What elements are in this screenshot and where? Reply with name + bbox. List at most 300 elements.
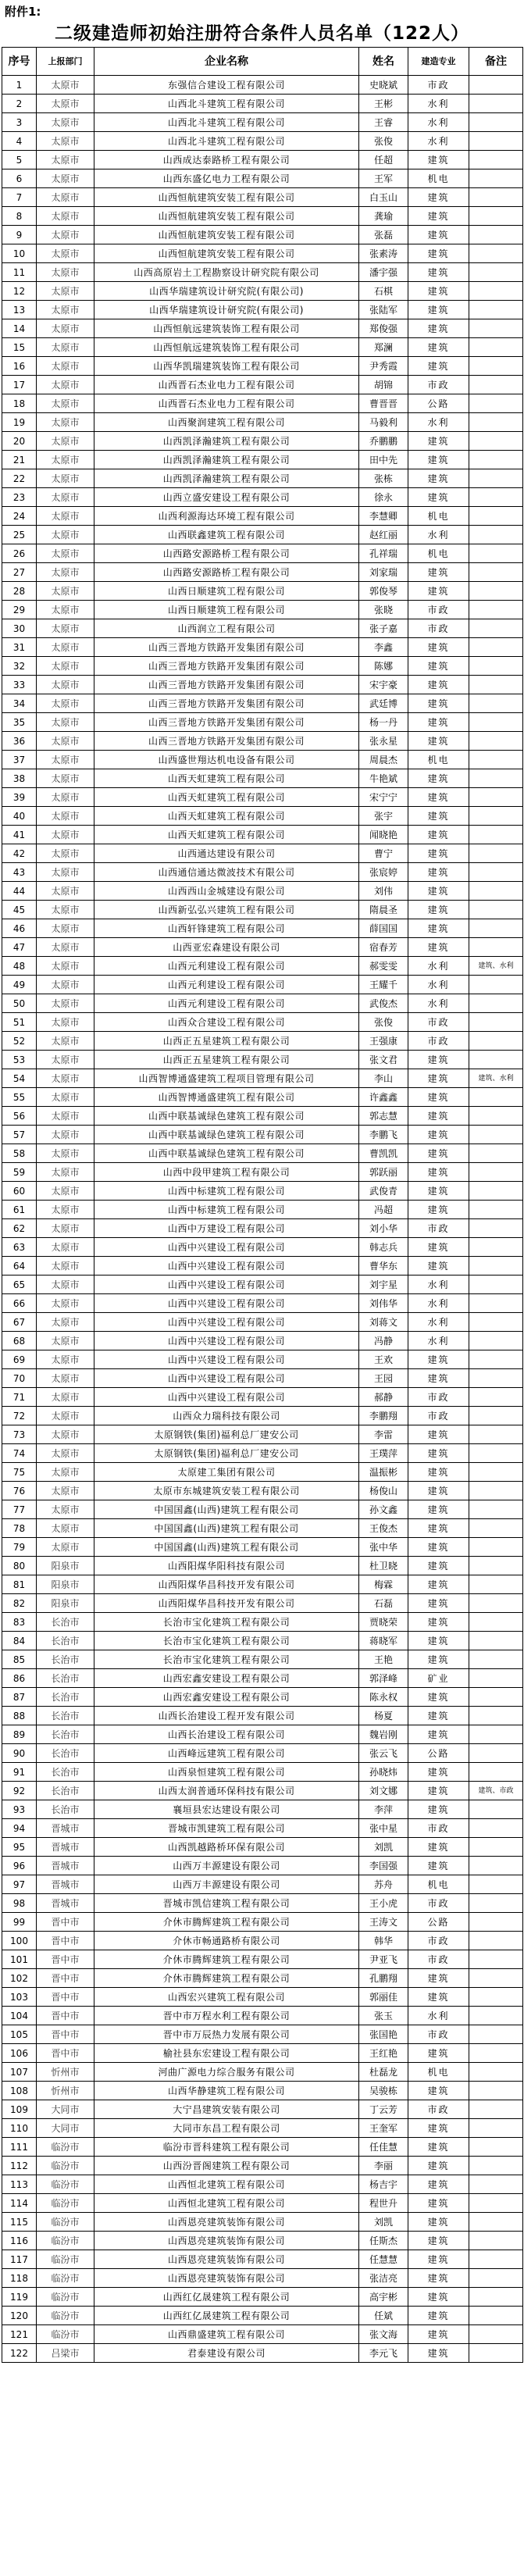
- reporting-dept: 太原市: [37, 1463, 94, 1482]
- row-number: 109: [2, 2100, 37, 2119]
- row-number: 113: [2, 2175, 37, 2194]
- remark: [469, 1013, 523, 1032]
- table-row: [2, 1126, 523, 1144]
- person-name: 尹亚飞: [359, 1950, 408, 1969]
- row-number: 82: [2, 1594, 37, 1613]
- remark: [469, 113, 523, 132]
- table-row: [2, 1201, 523, 1219]
- company-name: 山西中兴建设工程有限公司: [94, 1332, 359, 1350]
- person-name: 周晨杰: [359, 751, 408, 769]
- remark: [469, 1744, 523, 1763]
- person-name: 梅霖: [359, 1575, 408, 1594]
- person-name: 刘蒋文: [359, 1313, 408, 1332]
- remark: [469, 1032, 523, 1051]
- reporting-dept: 太原市: [37, 994, 94, 1013]
- company-name: 山西中兴建设工程有限公司: [94, 1238, 359, 1257]
- specialty: 建筑: [408, 263, 469, 282]
- company-name: 山西华静建筑工程有限公司: [94, 2082, 359, 2100]
- specialty: 市政: [408, 1894, 469, 1913]
- remark: [469, 2325, 523, 2344]
- row-number: 4: [2, 132, 37, 151]
- company-name: 山西恒航远建筑装饰工程有限公司: [94, 338, 359, 357]
- person-name: 许鑫鑫: [359, 1088, 408, 1107]
- person-name: 冯静: [359, 1332, 408, 1350]
- person-name: 闻晓艳: [359, 826, 408, 844]
- row-number: 15: [2, 338, 37, 357]
- row-number: 38: [2, 769, 37, 788]
- remark: [469, 1819, 523, 1838]
- company-name: 山西三晋地方铁路开发集团有限公司: [94, 713, 359, 732]
- company-name: 山西宏兴建筑工程有限公司: [94, 1988, 359, 2007]
- row-number: 98: [2, 1894, 37, 1913]
- person-name: 武俊青: [359, 1182, 408, 1201]
- specialty: 建筑: [408, 1163, 469, 1182]
- row-number: 53: [2, 1051, 37, 1069]
- table-row: [2, 1988, 523, 2007]
- company-name: 晋中市万程水利工程有限公司: [94, 2007, 359, 2025]
- company-name: 山西峰远建筑工程有限公司: [94, 1744, 359, 1763]
- person-name: 李元飞: [359, 2344, 408, 2363]
- reporting-dept: 晋城市: [37, 1894, 94, 1913]
- company-name: 山西长治建设工程开发有限公司: [94, 1707, 359, 1725]
- table-row: [2, 1632, 523, 1650]
- table-row: [2, 1144, 523, 1163]
- row-number: 104: [2, 2007, 37, 2025]
- reporting-dept: 晋中市: [37, 2007, 94, 2025]
- specialty: 建筑: [408, 1182, 469, 1201]
- specialty: 建筑: [408, 1051, 469, 1069]
- row-number: 56: [2, 1107, 37, 1126]
- row-number: 20: [2, 432, 37, 451]
- company-name: 山西凯泽瀚建筑工程有限公司: [94, 469, 359, 488]
- company-name: 山西中段甲建筑工程有限公司: [94, 1163, 359, 1182]
- header-dept: 上报部门: [37, 48, 94, 76]
- person-name: 李鹏翔: [359, 1407, 408, 1425]
- table-row: [2, 244, 523, 263]
- person-name: 王璞萍: [359, 1444, 408, 1463]
- company-name: 山西立盛安建设工程有限公司: [94, 488, 359, 507]
- table-row: [2, 882, 523, 901]
- company-name: 山西三晋地方铁路开发集团有限公司: [94, 694, 359, 713]
- reporting-dept: 太原市: [37, 1332, 94, 1350]
- company-name: 山西中兴建设工程有限公司: [94, 1350, 359, 1369]
- remark: [469, 1201, 523, 1219]
- table-row: [2, 713, 523, 732]
- row-number: 110: [2, 2119, 37, 2138]
- reporting-dept: 临汾市: [37, 2138, 94, 2157]
- remark: [469, 1988, 523, 2007]
- table-row: [2, 76, 523, 95]
- table-row: [2, 488, 523, 507]
- row-number: 114: [2, 2194, 37, 2213]
- table-row: [2, 526, 523, 544]
- company-name: 山西正五星建筑工程有限公司: [94, 1051, 359, 1069]
- reporting-dept: 太原市: [37, 319, 94, 338]
- row-number: 58: [2, 1144, 37, 1163]
- person-name: 陈永权: [359, 1688, 408, 1707]
- specialty: 建筑: [408, 919, 469, 938]
- reporting-dept: 太原市: [37, 1201, 94, 1219]
- row-number: 71: [2, 1388, 37, 1407]
- reporting-dept: 太原市: [37, 1482, 94, 1500]
- person-name: 张永星: [359, 732, 408, 751]
- company-name: 介休市腾辉建筑工程有限公司: [94, 1950, 359, 1969]
- person-name: 张宸婷: [359, 863, 408, 882]
- table-row: [2, 788, 523, 807]
- company-name: 太原钢铁(集团)福利总厂建安公司: [94, 1425, 359, 1444]
- remark: [469, 526, 523, 544]
- remark: [469, 2025, 523, 2044]
- reporting-dept: 太原市: [37, 1238, 94, 1257]
- specialty: 建筑: [408, 1782, 469, 1800]
- company-name: 山西恒航建筑安装工程有限公司: [94, 207, 359, 226]
- table-row: [2, 2288, 523, 2307]
- company-name: 山西恒航建筑安装工程有限公司: [94, 188, 359, 207]
- specialty: 市政: [408, 376, 469, 394]
- person-name: 郝雯雯: [359, 957, 408, 976]
- company-name: 山西中兴建设工程有限公司: [94, 1313, 359, 1332]
- reporting-dept: 太原市: [37, 769, 94, 788]
- reporting-dept: 临汾市: [37, 2269, 94, 2288]
- specialty: 建筑: [408, 1257, 469, 1276]
- reporting-dept: 太原市: [37, 1276, 94, 1294]
- remark: [469, 1238, 523, 1257]
- person-name: 张国艳: [359, 2025, 408, 2044]
- person-name: 张俊: [359, 132, 408, 151]
- table-row: [2, 1857, 523, 1875]
- table-row: [2, 1276, 523, 1294]
- row-number: 90: [2, 1744, 37, 1763]
- company-name: 长治市宝化建筑工程有限公司: [94, 1632, 359, 1650]
- specialty: 建筑: [408, 1425, 469, 1444]
- company-name: 山西通信通达微波技术有限公司: [94, 863, 359, 882]
- person-name: 王小虎: [359, 1894, 408, 1913]
- specialty: 建筑: [408, 1144, 469, 1163]
- company-name: 山西东盛亿电力工程有限公司: [94, 169, 359, 188]
- person-name: 郭丽佳: [359, 1988, 408, 2007]
- company-name: 山西万丰源建设有限公司: [94, 1875, 359, 1894]
- table-row: [2, 319, 523, 338]
- specialty: 建筑: [408, 1482, 469, 1500]
- row-number: 103: [2, 1988, 37, 2007]
- row-number: 44: [2, 882, 37, 901]
- table-row: [2, 582, 523, 601]
- row-number: 26: [2, 544, 37, 563]
- company-name: 山西恩亮建筑装饰有限公司: [94, 2213, 359, 2232]
- table-row: [2, 1519, 523, 1538]
- table-row: [2, 544, 523, 563]
- specialty: 建筑: [408, 2307, 469, 2325]
- table-row: [2, 1219, 523, 1238]
- specialty: 建筑: [408, 1444, 469, 1463]
- specialty: 建筑: [408, 1201, 469, 1219]
- table-row: [2, 1407, 523, 1425]
- table-row: [2, 1238, 523, 1257]
- person-name: 魏岩刚: [359, 1725, 408, 1744]
- person-name: 王彬: [359, 95, 408, 113]
- remark: [469, 394, 523, 413]
- person-name: 杨夏: [359, 1707, 408, 1725]
- remark: [469, 1969, 523, 1988]
- remark: [469, 413, 523, 432]
- company-name: 山西恩亮建筑装饰有限公司: [94, 2269, 359, 2288]
- person-name: 武俊杰: [359, 994, 408, 1013]
- header-remark: 备注: [469, 48, 523, 76]
- specialty: 建筑: [408, 1688, 469, 1707]
- person-name: 李萍: [359, 1800, 408, 1819]
- company-name: 山西晋石杰业电力工程有限公司: [94, 376, 359, 394]
- specialty: 市政: [408, 619, 469, 638]
- company-name: 山西中联基诚绿色建筑工程有限公司: [94, 1126, 359, 1144]
- remark: [469, 694, 523, 713]
- reporting-dept: 晋中市: [37, 1913, 94, 1932]
- row-number: 31: [2, 638, 37, 657]
- table-row: [2, 282, 523, 301]
- table-row: [2, 1725, 523, 1744]
- row-number: 93: [2, 1800, 37, 1819]
- row-number: 29: [2, 601, 37, 619]
- header-row: [2, 48, 523, 76]
- remark: [469, 132, 523, 151]
- specialty: 建筑: [408, 301, 469, 319]
- remark: [469, 1538, 523, 1557]
- person-name: 刘宇星: [359, 1276, 408, 1294]
- person-name: 牛艳斌: [359, 769, 408, 788]
- specialty: 建筑: [408, 151, 469, 169]
- specialty: 建筑: [408, 207, 469, 226]
- table-row: [2, 638, 523, 657]
- row-number: 122: [2, 2344, 37, 2363]
- table-row: [2, 1257, 523, 1276]
- reporting-dept: 太原市: [37, 132, 94, 151]
- remark: [469, 882, 523, 901]
- specialty: 建筑: [408, 451, 469, 469]
- person-name: 郑澜: [359, 338, 408, 357]
- row-number: 80: [2, 1557, 37, 1575]
- reporting-dept: 太原市: [37, 1407, 94, 1425]
- row-number: 77: [2, 1500, 37, 1519]
- company-name: 山西元利建设工程有限公司: [94, 976, 359, 994]
- table-row: [2, 1763, 523, 1782]
- person-name: 孔鹏翔: [359, 1969, 408, 1988]
- reporting-dept: 太原市: [37, 1182, 94, 1201]
- person-name: 温振彬: [359, 1463, 408, 1482]
- remark: [469, 1632, 523, 1650]
- reporting-dept: 太原市: [37, 544, 94, 563]
- person-name: 韩华: [359, 1932, 408, 1950]
- company-name: 山西中兴建设工程有限公司: [94, 1388, 359, 1407]
- row-number: 41: [2, 826, 37, 844]
- row-number: 111: [2, 2138, 37, 2157]
- table-row: [2, 563, 523, 582]
- remark: [469, 1126, 523, 1144]
- remark: [469, 1219, 523, 1238]
- company-name: 山西北斗建筑工程有限公司: [94, 113, 359, 132]
- company-name: 山西亚宏森建设有限公司: [94, 938, 359, 957]
- reporting-dept: 太原市: [37, 657, 94, 676]
- reporting-dept: 太原市: [37, 638, 94, 657]
- reporting-dept: 太原市: [37, 488, 94, 507]
- specialty: 建筑: [408, 826, 469, 844]
- company-name: 山西凯泽瀚建筑工程有限公司: [94, 451, 359, 469]
- table-row: [2, 1463, 523, 1482]
- table-row: [2, 1894, 523, 1913]
- company-name: 山西阳煤华昌科技开发有限公司: [94, 1575, 359, 1594]
- person-name: 宿春芳: [359, 938, 408, 957]
- row-number: 73: [2, 1425, 37, 1444]
- remark: [469, 844, 523, 863]
- specialty: 建筑: [408, 1557, 469, 1575]
- remark: [469, 432, 523, 451]
- specialty: 建筑: [408, 638, 469, 657]
- remark: [469, 2232, 523, 2250]
- reporting-dept: 临汾市: [37, 2175, 94, 2194]
- row-number: 45: [2, 901, 37, 919]
- remark: [469, 469, 523, 488]
- specialty: 建筑: [408, 432, 469, 451]
- row-number: 7: [2, 188, 37, 207]
- table-row: [2, 1782, 523, 1800]
- reporting-dept: 晋中市: [37, 2044, 94, 2063]
- table-row: [2, 2213, 523, 2232]
- reporting-dept: 太原市: [37, 1163, 94, 1182]
- reporting-dept: 太原市: [37, 1500, 94, 1519]
- remark: [469, 676, 523, 694]
- table-row: [2, 338, 523, 357]
- specialty: 建筑: [408, 1107, 469, 1126]
- specialty: 建筑: [408, 1594, 469, 1613]
- company-name: 山西元利建设工程有限公司: [94, 994, 359, 1013]
- table-row: [2, 432, 523, 451]
- specialty: 机电: [408, 751, 469, 769]
- row-number: 86: [2, 1669, 37, 1688]
- reporting-dept: 太原市: [37, 526, 94, 544]
- remark: [469, 151, 523, 169]
- row-number: 97: [2, 1875, 37, 1894]
- row-number: 120: [2, 2307, 37, 2325]
- remark: [469, 732, 523, 751]
- remark: [469, 507, 523, 526]
- remark: [469, 2063, 523, 2082]
- row-number: 2: [2, 95, 37, 113]
- company-name: 山西轩锋建筑工程有限公司: [94, 919, 359, 938]
- company-name: 山西智博通盛建筑工程有限公司: [94, 1088, 359, 1107]
- specialty: 建筑: [408, 2082, 469, 2100]
- company-name: 山西北斗建筑工程有限公司: [94, 95, 359, 113]
- company-name: 山西盛世翔达机电设备有限公司: [94, 751, 359, 769]
- remark: [469, 1725, 523, 1744]
- remark: [469, 169, 523, 188]
- table-row: [2, 1163, 523, 1182]
- table-row: [2, 2250, 523, 2269]
- company-name: 大宁昌建筑安装有限公司: [94, 2100, 359, 2119]
- person-name: 任佳慧: [359, 2138, 408, 2157]
- company-name: 山西恒北建筑工程有限公司: [94, 2194, 359, 2213]
- remark: [469, 1669, 523, 1688]
- reporting-dept: 太原市: [37, 432, 94, 451]
- person-name: 张俊: [359, 1013, 408, 1032]
- remark: [469, 1857, 523, 1875]
- row-number: 112: [2, 2157, 37, 2175]
- person-name: 王耀千: [359, 976, 408, 994]
- remark: [469, 2194, 523, 2213]
- table-row: [2, 694, 523, 713]
- company-name: 山西联鑫建筑工程有限公司: [94, 526, 359, 544]
- specialty: 水利: [408, 976, 469, 994]
- remark: [469, 582, 523, 601]
- table-row: [2, 1669, 523, 1688]
- row-number: 81: [2, 1575, 37, 1594]
- remark: [469, 657, 523, 676]
- row-number: 96: [2, 1857, 37, 1875]
- reporting-dept: 太原市: [37, 301, 94, 319]
- reporting-dept: 长治市: [37, 1800, 94, 1819]
- company-name: 榆社县东宏建设工程有限公司: [94, 2044, 359, 2063]
- table-row: [2, 1800, 523, 1819]
- annex-label: 附件1:: [5, 5, 41, 19]
- row-number: 63: [2, 1238, 37, 1257]
- header-specialty: 建造专业: [408, 48, 469, 76]
- company-name: 中国国鑫(山西)建筑工程有限公司: [94, 1538, 359, 1557]
- person-name: 任斌: [359, 2307, 408, 2325]
- row-number: 85: [2, 1650, 37, 1669]
- company-name: 山西万丰源建设有限公司: [94, 1857, 359, 1875]
- row-number: 60: [2, 1182, 37, 1201]
- table-row: [2, 1500, 523, 1519]
- remark: [469, 1407, 523, 1425]
- row-number: 50: [2, 994, 37, 1013]
- table-row: [2, 1969, 523, 1988]
- specialty: 水利: [408, 526, 469, 544]
- reporting-dept: 阳泉市: [37, 1575, 94, 1594]
- person-name: 胡锦: [359, 376, 408, 394]
- person-name: 杨一丹: [359, 713, 408, 732]
- table-row: [2, 1182, 523, 1201]
- specialty: 建筑: [408, 1126, 469, 1144]
- company-name: 山西中兴建设工程有限公司: [94, 1276, 359, 1294]
- specialty: 建筑: [408, 2213, 469, 2232]
- row-number: 70: [2, 1369, 37, 1388]
- remark: [469, 207, 523, 226]
- company-name: 山西中联基诚绿色建筑工程有限公司: [94, 1107, 359, 1126]
- person-name: 张磊: [359, 226, 408, 244]
- reporting-dept: 长治市: [37, 1688, 94, 1707]
- person-name: 刘凯: [359, 2213, 408, 2232]
- reporting-dept: 太原市: [37, 882, 94, 901]
- company-name: 山西日顺建筑工程有限公司: [94, 582, 359, 601]
- specialty: 建筑: [408, 244, 469, 263]
- row-number: 3: [2, 113, 37, 132]
- specialty: 建筑: [408, 1969, 469, 1988]
- reporting-dept: 太原市: [37, 919, 94, 938]
- reporting-dept: 太原市: [37, 713, 94, 732]
- specialty: 建筑: [408, 488, 469, 507]
- remark: [469, 713, 523, 732]
- row-number: 89: [2, 1725, 37, 1744]
- reporting-dept: 大同市: [37, 2119, 94, 2138]
- row-number: 108: [2, 2082, 37, 2100]
- reporting-dept: 临汾市: [37, 2288, 94, 2307]
- row-number: 67: [2, 1313, 37, 1332]
- row-number: 19: [2, 413, 37, 432]
- company-name: 长治市宝化建筑工程有限公司: [94, 1613, 359, 1632]
- table-row: [2, 1369, 523, 1388]
- table-row: [2, 1819, 523, 1838]
- person-name: 王奎军: [359, 2119, 408, 2138]
- reporting-dept: 晋中市: [37, 1932, 94, 1950]
- table-row: [2, 1838, 523, 1857]
- person-name: 武廷博: [359, 694, 408, 713]
